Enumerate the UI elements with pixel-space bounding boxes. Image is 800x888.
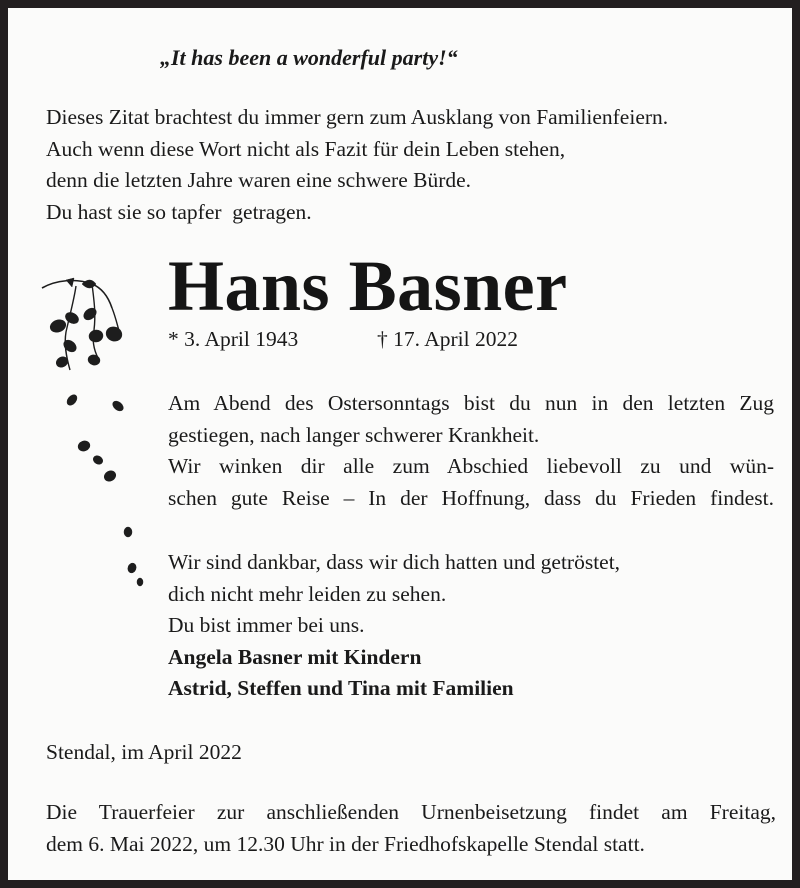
paragraph-line: dich nicht mehr leiden zu sehen. bbox=[168, 581, 447, 606]
opening-quote: „It has been a wonderful party!“ bbox=[160, 45, 458, 70]
intro-line: Du hast sie so tapfer getragen. bbox=[46, 199, 312, 224]
funeral-line: Die Trauerfeier zur anschließenden Urnenbeisetzung findet am Freitag, bbox=[46, 800, 776, 824]
deceased-name: Hans Basner bbox=[168, 246, 568, 326]
signature-line: Angela Basner mit Kindern bbox=[168, 644, 422, 669]
paragraph-line: gestiegen, nach langer schwerer Krankheit. bbox=[168, 422, 540, 447]
birth-date: * 3. April 1943 bbox=[168, 327, 299, 351]
intro-line: denn die letzten Jahre waren eine schwere Bürde. bbox=[46, 168, 472, 192]
funeral-notice bbox=[46, 797, 776, 860]
signature-line: Astrid, Steffen und Tina mit Familien bbox=[168, 676, 514, 700]
farewell-paragraph bbox=[168, 388, 774, 514]
death-date: † 17. April 2022 bbox=[377, 327, 518, 351]
paragraph-line: Du bist immer bei uns. bbox=[168, 613, 365, 637]
gratitude-paragraph bbox=[168, 547, 620, 705]
intro-text bbox=[46, 102, 668, 228]
paragraph-line: Wir winken dir alle zum Abschied liebevoll zu und wün- bbox=[168, 454, 774, 478]
place-and-date: Stendal, im April 2022 bbox=[46, 740, 242, 764]
paragraph-line: schen gute Reise – In der Hoffnung, dass du Frieden findest. bbox=[168, 485, 774, 510]
paragraph-line: Am Abend des Ostersonntags bist du nun in den letzten Zug bbox=[168, 391, 774, 415]
paragraph-line: Wir sind dankbar, dass wir dich hatten und getröstet, bbox=[168, 550, 621, 574]
intro-line: Dieses Zitat brachtest du immer gern zum Ausklang von Familienfeiern. bbox=[46, 105, 669, 129]
funeral-line: dem 6. Mai 2022, um 12.30 Uhr in der Friedhofskapelle Stendal statt. bbox=[46, 831, 645, 856]
falling-leaves-branch-icon bbox=[36, 270, 156, 600]
intro-line: Auch wenn diese Wort nicht als Fazit für dein Leben stehen, bbox=[46, 136, 566, 161]
